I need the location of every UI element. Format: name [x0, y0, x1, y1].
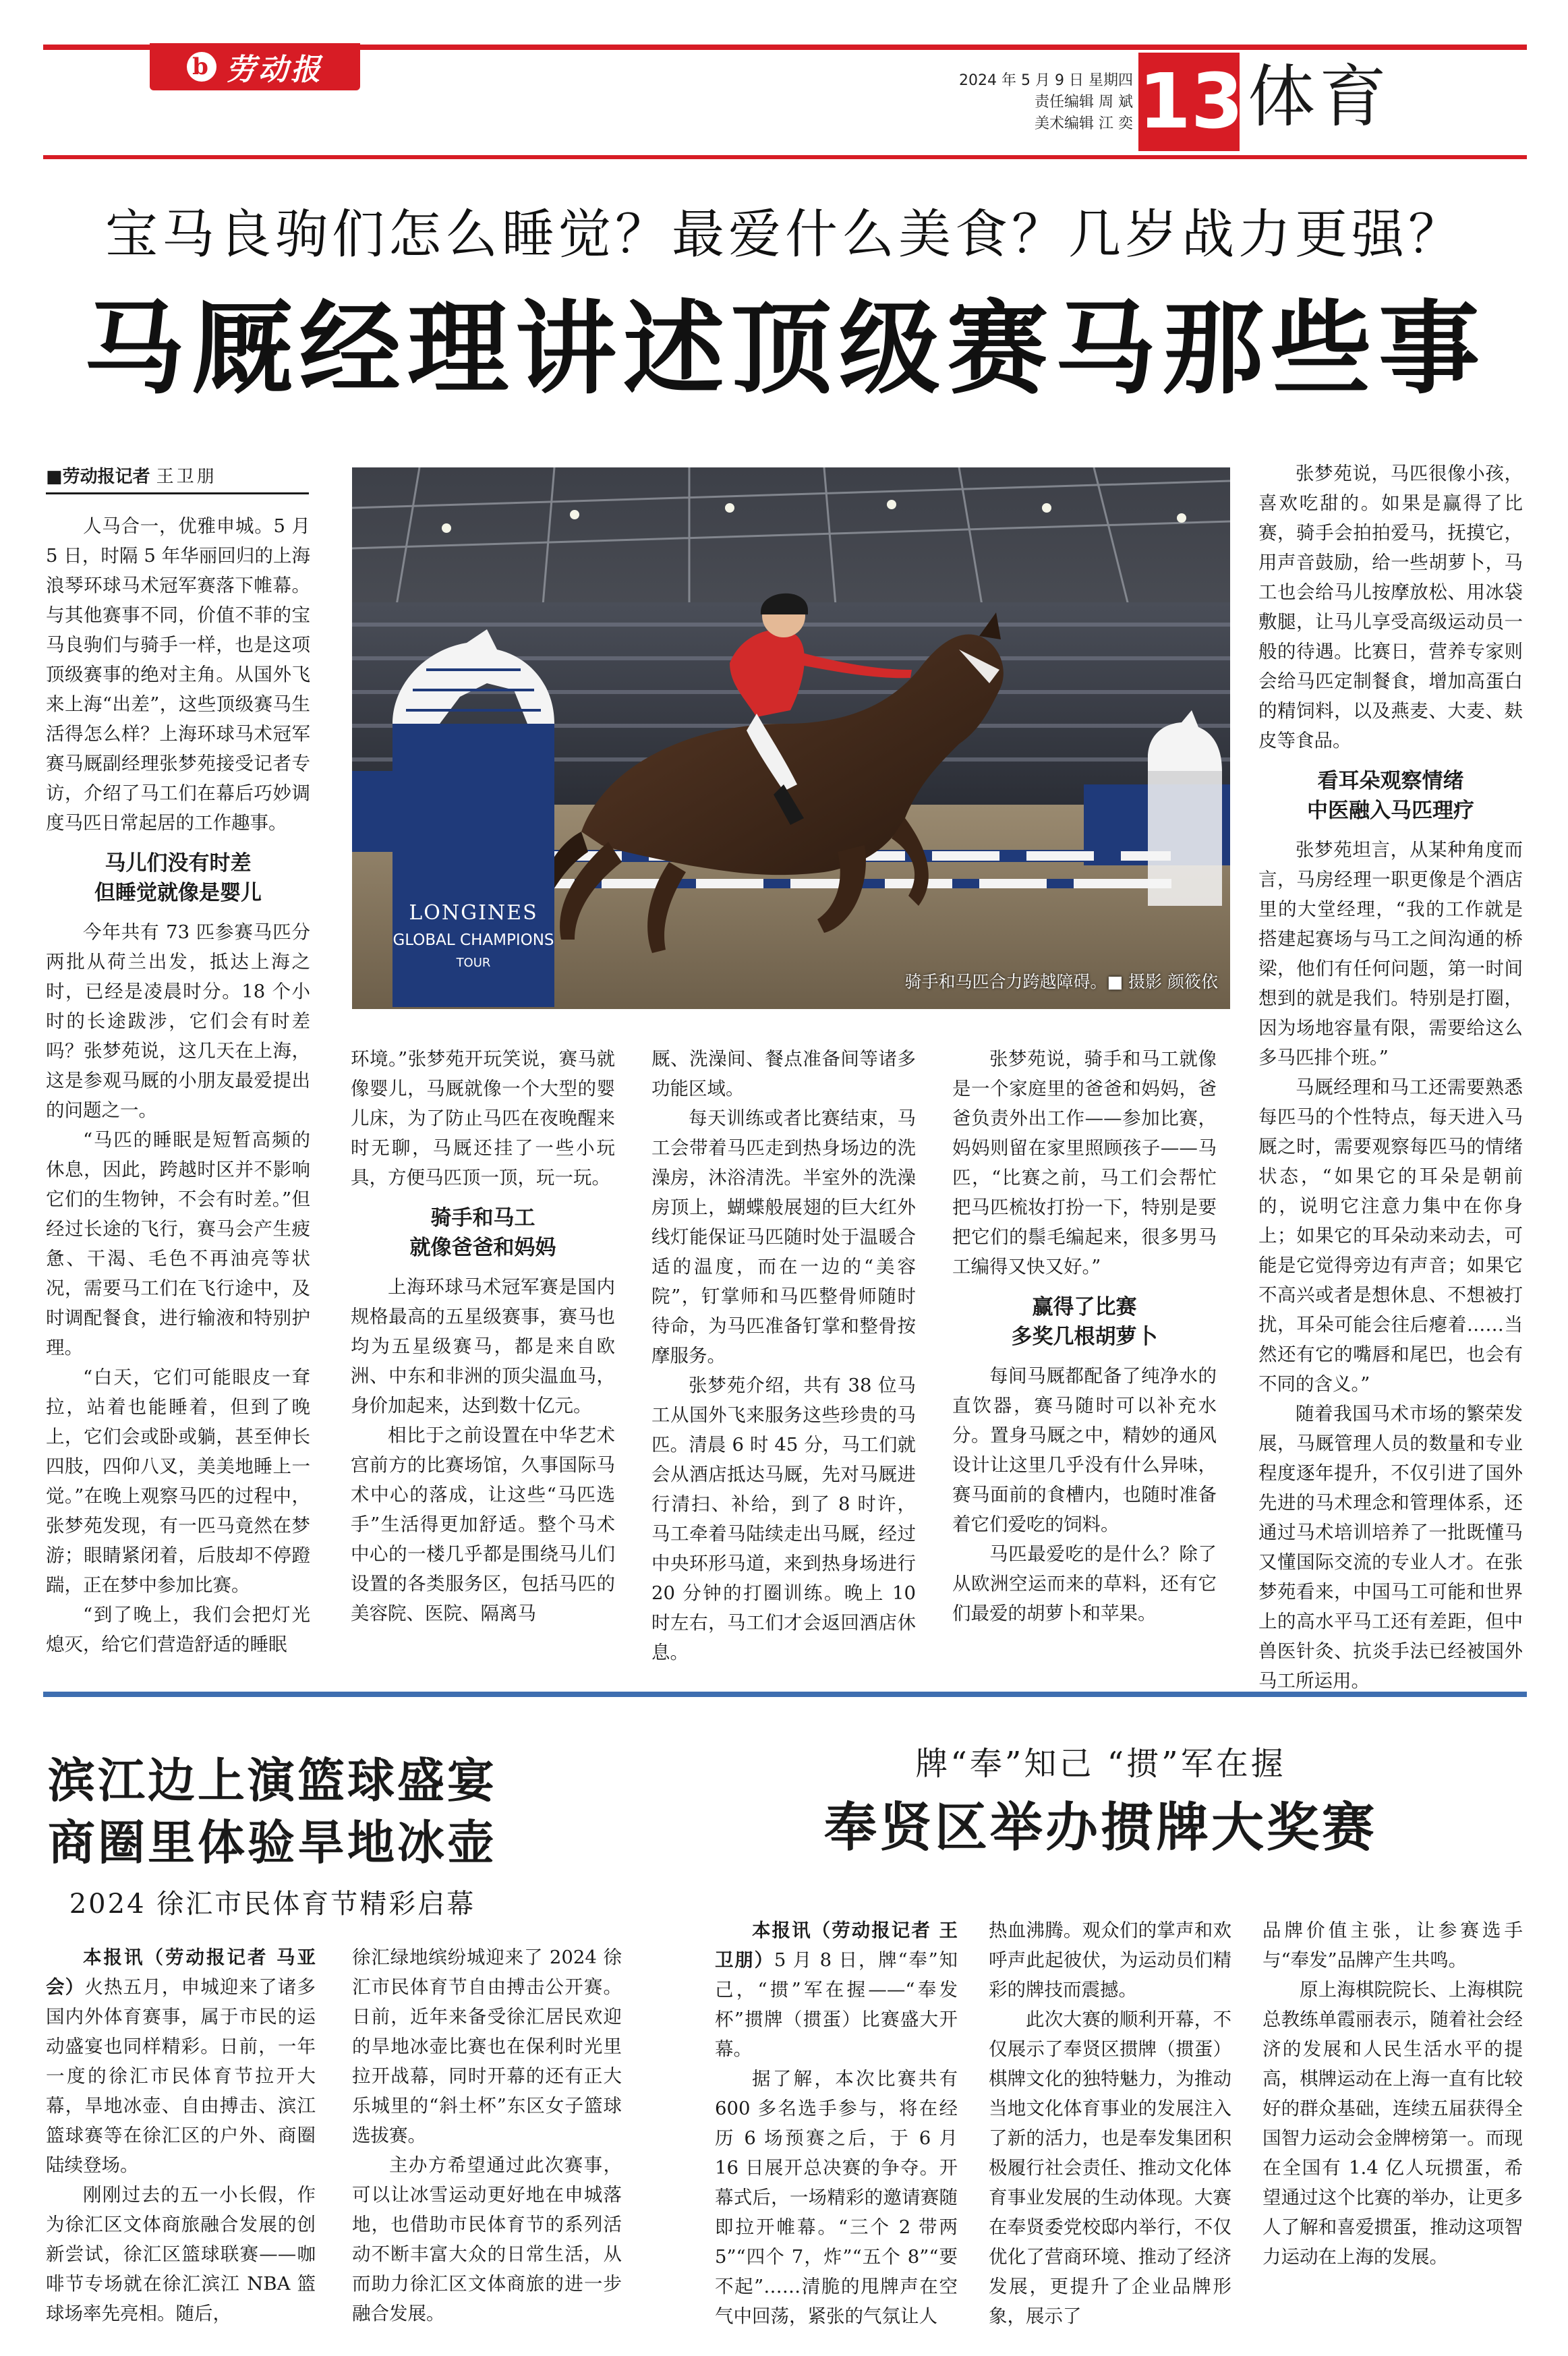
guandan-column-2 — [989, 1916, 1231, 2331]
paragraph: 每间马厩都配备了纯净水的直饮器，赛马随时可以补充水分。置身马厩之中，精妙的通风设计让这里几乎没有什么异味，赛马面前的食槽内，也随时准备着它们爱吃的饲料。 — [952, 1365, 1217, 1535]
lead-headline: 马厩经理讲述顶级赛马那些事 — [83, 289, 1486, 408]
subhead-line: 多奖几根胡萝卜 — [1011, 1325, 1158, 1349]
paragraph: 据了解，本次比赛共有 600 多名选手参与，将在经历 6 场预赛之后，于 6 月 16 日展开总决赛的争夺。开幕式后，一场精彩的邀请赛随即拉开帷幕。“三个 2 带两 5”“四个 7，炸”“五个 8”“要不起”……清脆的甩牌声在空气中回荡，紧张的气氛让人 — [715, 2068, 958, 2327]
lead-byline — [46, 465, 309, 494]
lead-column-5 — [1258, 459, 1523, 1696]
subhead — [1258, 766, 1523, 826]
issue-info — [917, 70, 1133, 135]
basketball-column-2 — [352, 1943, 622, 2328]
subhead — [351, 1203, 615, 1263]
guandan-p1: 5 月 8 日，牌“奉”知己，“掼”军在握——“奉发杯”掼牌（掼蛋）比赛盛大开幕。 — [715, 1949, 958, 2060]
photo-sign-line2: GLOBAL CHAMPIONS — [393, 931, 554, 949]
paragraph: 今年共有 73 匹参赛马匹分两批从荷兰出发，抵达上海之时，已经是凌晨时分。18 个小时的长途跋涉，它们会有时差吗？张梦苑说，这几天在上海，这是参观马厩的小朋友最爱提出的问题之一。 — [46, 921, 310, 1121]
paragraph: 张梦苑说，骑手和马工就像是一个家庭里的爸爸和妈妈，爸爸负责外出工作——参加比赛，妈妈则留在家里照顾孩子——马匹，“比赛之前，马工们会帮忙把马匹梳妆打扮一下，特别是要把它们的鬃毛编起来，很多男马工编得又快又好。” — [952, 1048, 1217, 1277]
byline-prefix: ■劳动报记者 — [46, 467, 150, 487]
lead-column-3 — [651, 1044, 916, 1667]
subhead-line: 但睡觉就像是婴儿 — [94, 881, 262, 905]
guandan-column-1 — [715, 1916, 958, 2331]
basketball-headline-2: 商圈里体验旱地冰壶 — [48, 1814, 497, 1870]
section-divider — [43, 1692, 1527, 1697]
paragraph — [715, 1916, 958, 2064]
paragraph: 环境。”张梦苑开玩笑说，赛马就像婴儿，马厩就像一个大型的婴儿床，为了防止马匹在夜晚醒来时无聊，马厩还挂了一些小玩具，方便马匹顶一顶，玩一玩。 — [351, 1048, 615, 1188]
paragraph: “白天，它们可能眼皮一耷拉，站着也能睡着，但到了晚上，它们会或卧或躺，甚至伸长四肢，四仰八叉，美美地睡上一觉。”在晚上观察马匹的过程中，张梦苑发现，有一匹马竟然在梦游；眼睛紧闭着，后肢却不停蹬踹，正在梦中参加比赛。 — [46, 1367, 310, 1596]
subhead-line: 马儿们没有时差 — [105, 851, 252, 875]
paragraph: 热血沸腾。观众们的掌声和欢呼声此起彼伏，为运动员们精彩的牌技而震撼。 — [989, 1920, 1231, 2001]
paragraph: 张梦苑坦言，从某种角度而言，马房经理一职更像是个酒店里的大堂经理，“我的工作就是搭建起赛场与马工之间沟通的桥梁，他们有任何问题，第一时间想到的就是我们。特别是打圈，因为场地容量有限，需要给这么多马匹排个班。” — [1258, 839, 1523, 1068]
paragraph: 此次大赛的顺利开幕，不仅展示了奉贤区掼牌（掼蛋）棋牌文化的独特魅力，为推动当地文化体育事业的发展注入了新的活力，也是奉发集团积极履行社会责任、推动文化体育事业发展的生动体现。大赛在奉贤委党校邸内举行，不仅优化了营商环境、推动了经济发展，更提升了企业品牌形象，展示了 — [989, 2009, 1231, 2327]
photo-caption: 骑手和马匹合力跨越障碍。■ 摄影 颜筱依 — [904, 972, 1218, 992]
paragraph: 徐汇绿地缤纷城迎来了 2024 徐汇市民体育节自由搏击公开赛。日前，近年来备受徐汇居民欢迎的旱地冰壶比赛也在保利时光里拉开战幕，同时开幕的还有正大乐城里的“斜土杯”东区女子篮球选拔赛。 — [352, 1947, 622, 2146]
subhead — [952, 1292, 1217, 1352]
paragraph: 马厩经理和马工还需要熟悉每匹马的个性特点，每天进入马厩之时，需要观察每匹马的情绪状态，“如果它的耳朵是朝前的，说明它注意力集中在你身上；如果它的耳朵动来动去，可能是它觉得旁边有声音；如果它不高兴或者是想休息、不想被打扰，耳朵可能会往后瘪着……当然还有它的嘴唇和尾巴，也会有不同的含义。” — [1258, 1076, 1523, 1395]
lead-column-1 — [46, 511, 310, 1659]
subhead-line: 看耳朵观察情绪 — [1317, 769, 1464, 793]
paragraph: 张梦苑介绍，共有 38 位马工从国外飞来服务这些珍贵的马匹。清晨 6 时 45 分，马工们就会从酒店抵达马厩，先对马厩进行清扫、补给，到了 8 时许，马工牵着马陆续走出马厩，经过中央环形马道，来到热身场进行 20 分钟的打圈训练。晚上 10 时左右，马工们才会返回酒店休息。 — [651, 1375, 916, 1663]
subhead-line: 骑手和马工 — [430, 1206, 535, 1230]
lead-column-2 — [351, 1044, 615, 1628]
paragraph — [46, 1943, 316, 2180]
lead-column-4 — [952, 1044, 1217, 1628]
basketball-headline-1: 滨江边上演篮球盛宴 — [48, 1752, 497, 1808]
basketball-heading — [43, 1750, 502, 1928]
paragraph: 马匹最爱吃的是什么？除了从欧洲空运而来的草料，还有它们最爱的胡萝卜和苹果。 — [952, 1543, 1217, 1624]
basketball-subhead: 2024 徐汇市民体育节精彩启幕 — [69, 1889, 476, 1920]
paragraph: 人马合一，优雅申城。5 月 5 日，时隔 5 年华丽回归的上海浪琴环球马术冠军赛落下帷幕。与其他赛事不同，价值不菲的宝马良驹们与骑手一样，也是这项顶级赛事的绝对主角。从国外飞来上海“出差”，这些顶级赛马生活得怎么样？上海环球马术冠军赛马厩副经理张梦苑接受记者专访，介绍了马工们在幕后巧妙调度马匹日常起居的工作趣事。 — [46, 515, 310, 834]
paragraph: 刚刚过去的五一小长假，作为徐汇区文体商旅融合发展的创新尝试，徐汇区篮球联赛——咖啡节专场就在徐汇滨江 NBA 篮球场率先亮相。随后， — [46, 2184, 316, 2324]
page-number: 13 — [1138, 53, 1240, 151]
photo-sign-line3: TOUR — [456, 956, 491, 970]
masthead-bottom-rule — [43, 155, 1527, 159]
paragraph: 每天训练或者比赛结束，马工会带着马匹走到热身场边的洗澡房，沐浴清洗。半室外的洗澡房顶上，蝴蝶般展翅的巨大红外线灯能保证马匹随时处于温暖合适的温度，而在一边的“美容院”，钉掌师和马匹整骨师随时待命，为马匹准备钉掌和整骨按摩服务。 — [651, 1108, 916, 1367]
paragraph: 原上海棋院院长、上海棋院总教练单霞丽表示，随着社会经济的发展和人民生活水平的提高，棋牌运动在上海一直有比较好的群众基础，连续五届获得全国智力运动会金牌榜第一。而现在全国有 1.4 亿人玩掼蛋，希望通过这个比赛的举办，让更多人了解和喜爱掼蛋，推动这项智力运动在上海的发展。 — [1262, 1979, 1523, 2268]
photo-sign-line1: LONGINES — [409, 901, 538, 925]
guandan-heading — [674, 1740, 1527, 1868]
paragraph: 主办方希望通过此次赛事，可以让冰雪运动更好地在申城落地，也借助市民体育节的系列活动不断丰富大众的日常生活，从而助力徐汇区文体商旅的进一步融合发展。 — [352, 2154, 622, 2324]
basketball-column-1 — [46, 1943, 316, 2328]
issue-date: 2024 年 5 月 9 日 星期四 — [959, 72, 1133, 89]
paper-name: 劳动报 — [226, 53, 323, 87]
paragraph: 品牌价值主张，让参赛选手与“奉发”品牌产生共鸣。 — [1262, 1920, 1523, 1971]
byline-reporter: 王卫朋 — [156, 467, 217, 487]
guandan-kicker: 牌“奉”知己 “掼”军在握 — [915, 1745, 1286, 1783]
paragraph: 张梦苑说，马匹很像小孩，喜欢吃甜的。如果是赢得了比赛，骑手会拍拍爱马，抚摸它，用声音鼓励，给一些胡萝卜，马工也会给马儿按摩放松、用冰袋敷腿，让马儿享受高级运动员一般的待遇。比赛日，营养专家则会给马匹定制餐食，增加高蛋白的精饲料，以及燕麦、大麦、麸皮等食品。 — [1258, 463, 1523, 751]
lead-kicker: 宝马良驹们怎么睡觉？最爱什么美食？几岁战力更强？ — [105, 204, 1465, 265]
paragraph: 上海环球马术冠军赛是国内规格最高的五星级赛事，赛马也均为五星级赛马，都是来自欧洲、中东和非洲的顶尖温血马，身价加起来，达到数十亿元。 — [351, 1276, 615, 1416]
guandan-lead: 本报讯（劳动报记者 王卫朋） — [715, 1920, 958, 1971]
art-editor-credit: 美术编辑 江 奕 — [1035, 115, 1133, 132]
guandan-headline: 奉贤区举办掼牌大奖赛 — [823, 1797, 1377, 1858]
paper-logo — [150, 43, 360, 90]
basketball-lead: 本报讯（劳动报记者 马亚会） — [46, 1947, 316, 1998]
show-jumping-photo — [352, 467, 1230, 1009]
lead-photo — [352, 467, 1230, 1009]
basketball-p1: 火热五月，申城迎来了诸多国内外体育赛事，属于市民的运动盛宴也同样精彩。日前，一年一度的徐汇市民体育节拉开大幕，旱地冰壶、自由搏击、滨江篮球赛等在徐汇区的户外、商圈陆续登场。 — [46, 1976, 316, 2176]
paragraph: “到了晚上，我们会把灯光熄灭，给它们营造舒适的睡眠 — [46, 1604, 310, 1655]
section-title: 体育 — [1248, 57, 1391, 136]
paragraph: 相比于之前设置在中华艺术宫前方的比赛场馆，久事国际马术中心的落成，让这些“马匹选手”生活得更加舒适。整个马术中心的一楼几乎都是围绕马儿们设置的各类服务区，包括马匹的美容院、医院、隔离马 — [351, 1425, 615, 1624]
editor-credit: 责任编辑 周 斌 — [1035, 94, 1133, 111]
paragraph: 随着我国马术市场的繁荣发展，马厩管理人员的数量和专业程度逐年提升，不仅引进了国外先进的马术理念和管理体系，还通过马术培训培养了一批既懂马又懂国际交流的专业人才。在张梦苑看来，中国马工可能和世界上的高水平马工还有差距，但中兽医针灸、抗炎手法已经被国外马工所运用。 — [1258, 1403, 1523, 1692]
subhead-line: 中医融入马匹理疗 — [1307, 799, 1474, 823]
guandan-column-3 — [1262, 1916, 1523, 2272]
paragraph: “马匹的睡眠是短暂高频的休息，因此，跨越时区并不影响它们的生物钟，不会有时差。”但经过长途的飞行，赛马会产生疲惫、干渴、毛色不再油亮等状况，需要马工们在飞行途中，及时调配餐食，进行输液和特别护理。 — [46, 1129, 310, 1358]
subhead-line: 就像爸爸和妈妈 — [409, 1236, 556, 1260]
subhead-line: 赢得了比赛 — [1032, 1295, 1137, 1319]
subhead — [46, 849, 310, 908]
logo-icon: b — [187, 52, 216, 82]
paragraph: 厩、洗澡间、餐点准备间等诸多功能区域。 — [651, 1048, 916, 1099]
